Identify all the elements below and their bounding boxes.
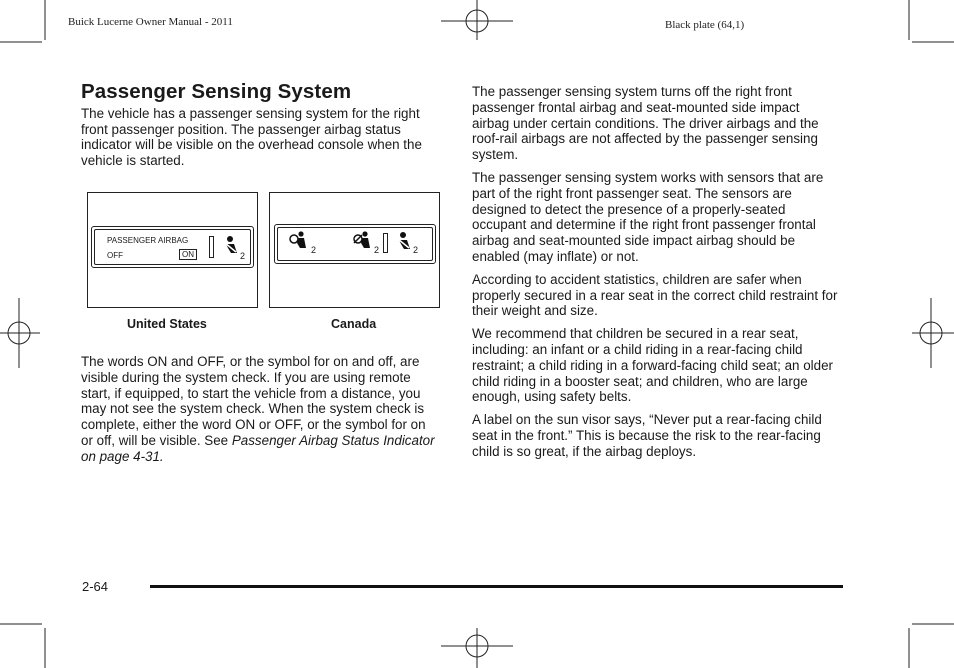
canada-subscript-2: 2 bbox=[374, 245, 380, 255]
right-column bbox=[472, 84, 838, 467]
plate-label: Black plate (64,1) bbox=[665, 19, 745, 31]
caption-united-states: United States bbox=[127, 317, 207, 331]
canada-display bbox=[274, 224, 436, 264]
us-off-label: OFF bbox=[107, 251, 123, 260]
caption-canada: Canada bbox=[331, 317, 377, 331]
canada-divider-bar bbox=[383, 233, 388, 253]
paragraph-turns-off: The passenger sensing system turns off the right front passenger frontal airbag and seat-mounted side impact airbag under certain conditions. The driver airbags and the roof-rail airbags are not affected by the passenger sensing system. bbox=[472, 84, 819, 163]
us-on-label: ON bbox=[179, 249, 197, 260]
footer-rule bbox=[150, 585, 843, 588]
section-title: Passenger Sensing System bbox=[81, 80, 352, 103]
paragraph-sun-visor: A label on the sun visor says, “Never put a rear-facing child seat in the front.” This is because the risk to the rear-facing child is so great, if the airbag deploys. bbox=[472, 412, 822, 459]
paragraph-statistics: According to accident statistics, children are safer when properly secured in a rear seat in the correct child restraint for their weight and size. bbox=[472, 271, 838, 319]
system-check-paragraph bbox=[81, 354, 441, 465]
left-column bbox=[81, 80, 441, 176]
us-indicator-panel bbox=[87, 192, 258, 308]
seatbelt-person-icon bbox=[222, 235, 242, 257]
intro-paragraph: The vehicle has a passenger sensing system for the right front passenger position. The passenger airbag status indicator will be visible on the overhead console when the vehicle is started. bbox=[81, 105, 422, 169]
us-passenger-airbag-label: PASSENGER AIRBAG bbox=[107, 236, 189, 245]
page-number: 2-64 bbox=[82, 579, 109, 594]
canada-subscript-1: 2 bbox=[311, 245, 317, 255]
canada-indicator-panel bbox=[269, 192, 440, 308]
canada-subscript-3: 2 bbox=[413, 245, 419, 255]
paragraph-recommend: We recommend that children be secured in a rear seat, including: an infant or a child riding in a rear-facing child restraint; a child riding in a forward-facing child seat; an older child riding in a booster seat; and children, who are large enough, using safety belts. bbox=[472, 326, 833, 405]
airbag-indicator-xref[interactable]: Passenger Airbag Status Indicator on page 4-31. bbox=[81, 432, 435, 464]
seatbelt-person-icon bbox=[395, 231, 415, 253]
us-display bbox=[91, 226, 254, 268]
paragraph-sensors: The passenger sensing system works with sensors that are part of the right front passenger seat. The sensors are designed to detect the presence of a properly-seated occupant and determine if the right front passenger frontal airbag and seat-mounted side impact airbag should be enabled (may inflate) or not. bbox=[472, 169, 824, 264]
system-check-text: The words ON and OFF, or the symbol for on and off, are visible during the system check. If you are using remote start, if equipped, to start the vehicle from a distance, you may not see the system check. When the system check is complete, either the word ON or OFF, or the symbol for on or off, will be visible. See bbox=[81, 354, 426, 448]
manual-title: Buick Lucerne Owner Manual - 2011 bbox=[68, 16, 233, 28]
us-subscript: 2 bbox=[240, 251, 246, 261]
airbag-on-icon bbox=[289, 231, 311, 253]
airbag-off-icon bbox=[353, 231, 375, 253]
indicator-figure bbox=[87, 192, 439, 308]
us-divider-bar bbox=[209, 236, 214, 258]
left-column-body bbox=[81, 354, 441, 472]
